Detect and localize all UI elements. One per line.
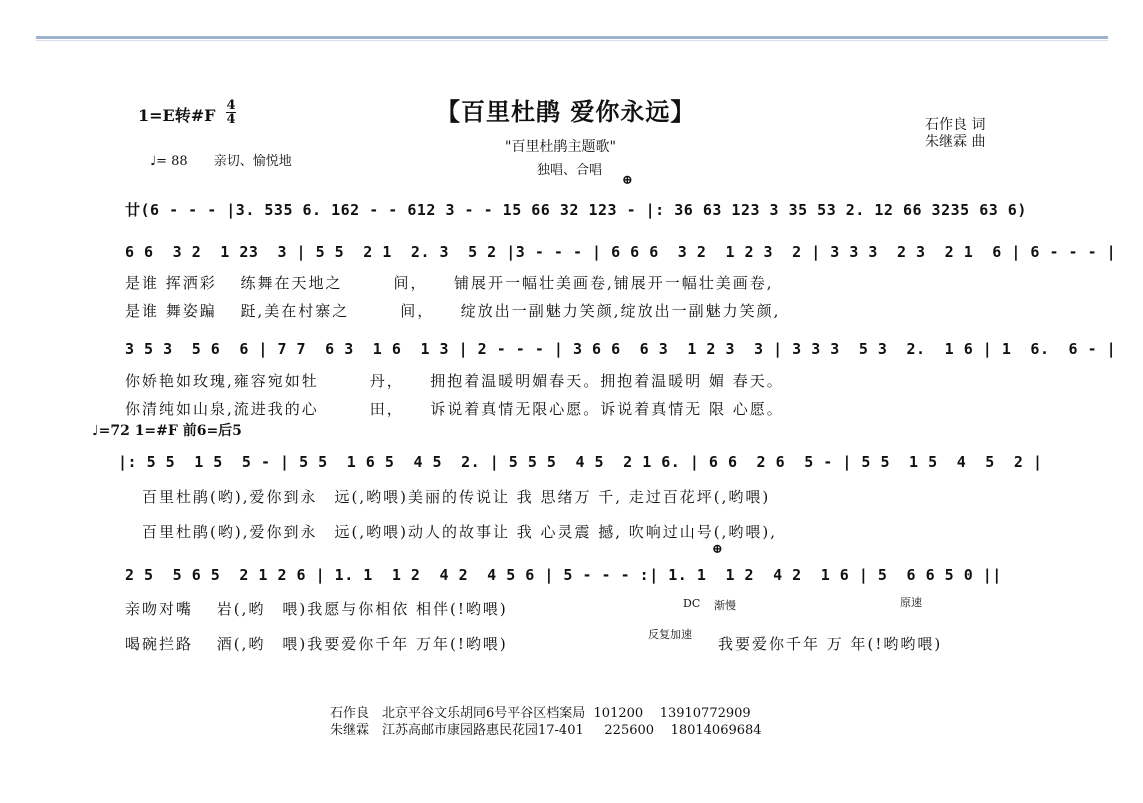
subtitle: "百里杜鹃主题歌" [505,139,616,155]
intro-notes: 廿(6 - - - |3. 535 6. 162 - - 612 3 - - 15 66 32 123 - |: 36 63 123 3 35 53 2. 12 66 3235 63 6) [125,201,1027,219]
line2-notes: 6 6 3 2 1 23 3 | 5 5 2 1 2. 3 5 2 |3 - - - | 6 6 6 3 2 1 2 3 2 | 3 3 3 2 3 2 1 6 | 6 - - - | [125,243,1117,261]
time-signature [226,99,236,126]
line4-notes: |: 5 5 1 5 5 - | 5 5 1 6 5 4 5 2. | 5 5 5 4 5 2 1 6. | 6 6 2 6 5 - | 5 5 1 5 4 5 2 | [118,453,1043,471]
footer-line-1: 石作良 北京平谷文乐胡同6号平谷区档案局 101200 13910772909 [330,706,751,721]
line3-lyric-1: 你娇艳如玫瑰,雍容宛如牡 丹， 拥抱着温暖明媚春天。拥抱着温暖明 媚 春天。 [125,372,784,390]
line4-lyric-2: 百里杜鹃(哟),爱你到永 远(,哟喂)动人的故事让 我 心灵震 撼, 吹响过山号(,哟喂), [125,523,778,541]
line3-lyric-2: 你清纯如山泉,流进我的心 田， 诉说着真情无限心愿。诉说着真情无 限 心愿。 [125,400,784,418]
line3-notes: 3 5 3 5 6 6 | 7 7 6 3 1 6 1 3 | 2 - - - | 3 6 6 6 3 1 2 3 3 | 3 3 3 5 3 2. 1 6 | 1 6. 6 - | [125,340,1117,358]
dc-mark: DC [683,597,701,610]
footer-line-2: 朱继霖 江苏高邮市康园路惠民花园17-401 225600 18014069684 [330,723,762,738]
line5-notes: 2 5 5 6 5 2 1 2 6 | 1. 1 1 2 4 2 4 5 6 | 5 - - - :| 1. 1 1 2 4 2 1 6 | 5 6 6 5 0 || [125,566,1002,584]
line2-lyric-2: 是谁 舞姿蹁 跹,美在村寨之 间， 绽放出一副魅力笑颜,绽放出一副魅力笑颜, [125,302,781,320]
composer: 朱继霖 曲 [925,134,986,150]
coda-sign-bottom: ⊕ [712,542,723,557]
line5-lyric-end: 我要爱你千年 万 年(!哟哟喂) [718,635,943,653]
ritardando-mark: 渐慢 [714,599,736,612]
a-tempo-mark: 原速 [900,596,922,609]
section-tempo: ♩=72 1=#F 前6=后5 [92,423,242,439]
line4-lyric-1: 百里杜鹃(哟),爱你到永 远(,哟喂)美丽的传说让 我 思绪万 千, 走过百花坪(,哟喂) [125,488,771,506]
line5-lyric-2: 喝碗拦路 酒(,哟 喂)我要爱你千年 万年(!哟喂) [125,635,508,653]
coda-sign-top: ⊕ [622,173,633,188]
page-title: 【百里杜鹃 爱你永远】 [436,97,696,126]
line5-lyric-1: 亲吻对嘴 岩(,哟 喂)我愿与你相依 相伴(!哟喂) [125,600,508,618]
time-sig-top: 4 [226,98,236,113]
repeat-accel-mark: 反复加速 [648,628,692,641]
credits [925,117,985,151]
time-sig-bottom: 4 [226,112,236,127]
contact-footer [330,705,762,739]
tempo-marking: ♩= 88 亲切、愉悦地 [150,154,292,169]
lyricist: 石作良 词 [925,117,986,133]
top-divider [36,36,1108,39]
performance-note: 独唱、合唱 [537,163,603,178]
key-signature: 1=E转#F [138,106,216,125]
line2-lyric-1: 是谁 挥洒彩 练舞在天地之 间， 铺展开一幅壮美画卷,铺展开一幅壮美画卷, [125,274,774,292]
